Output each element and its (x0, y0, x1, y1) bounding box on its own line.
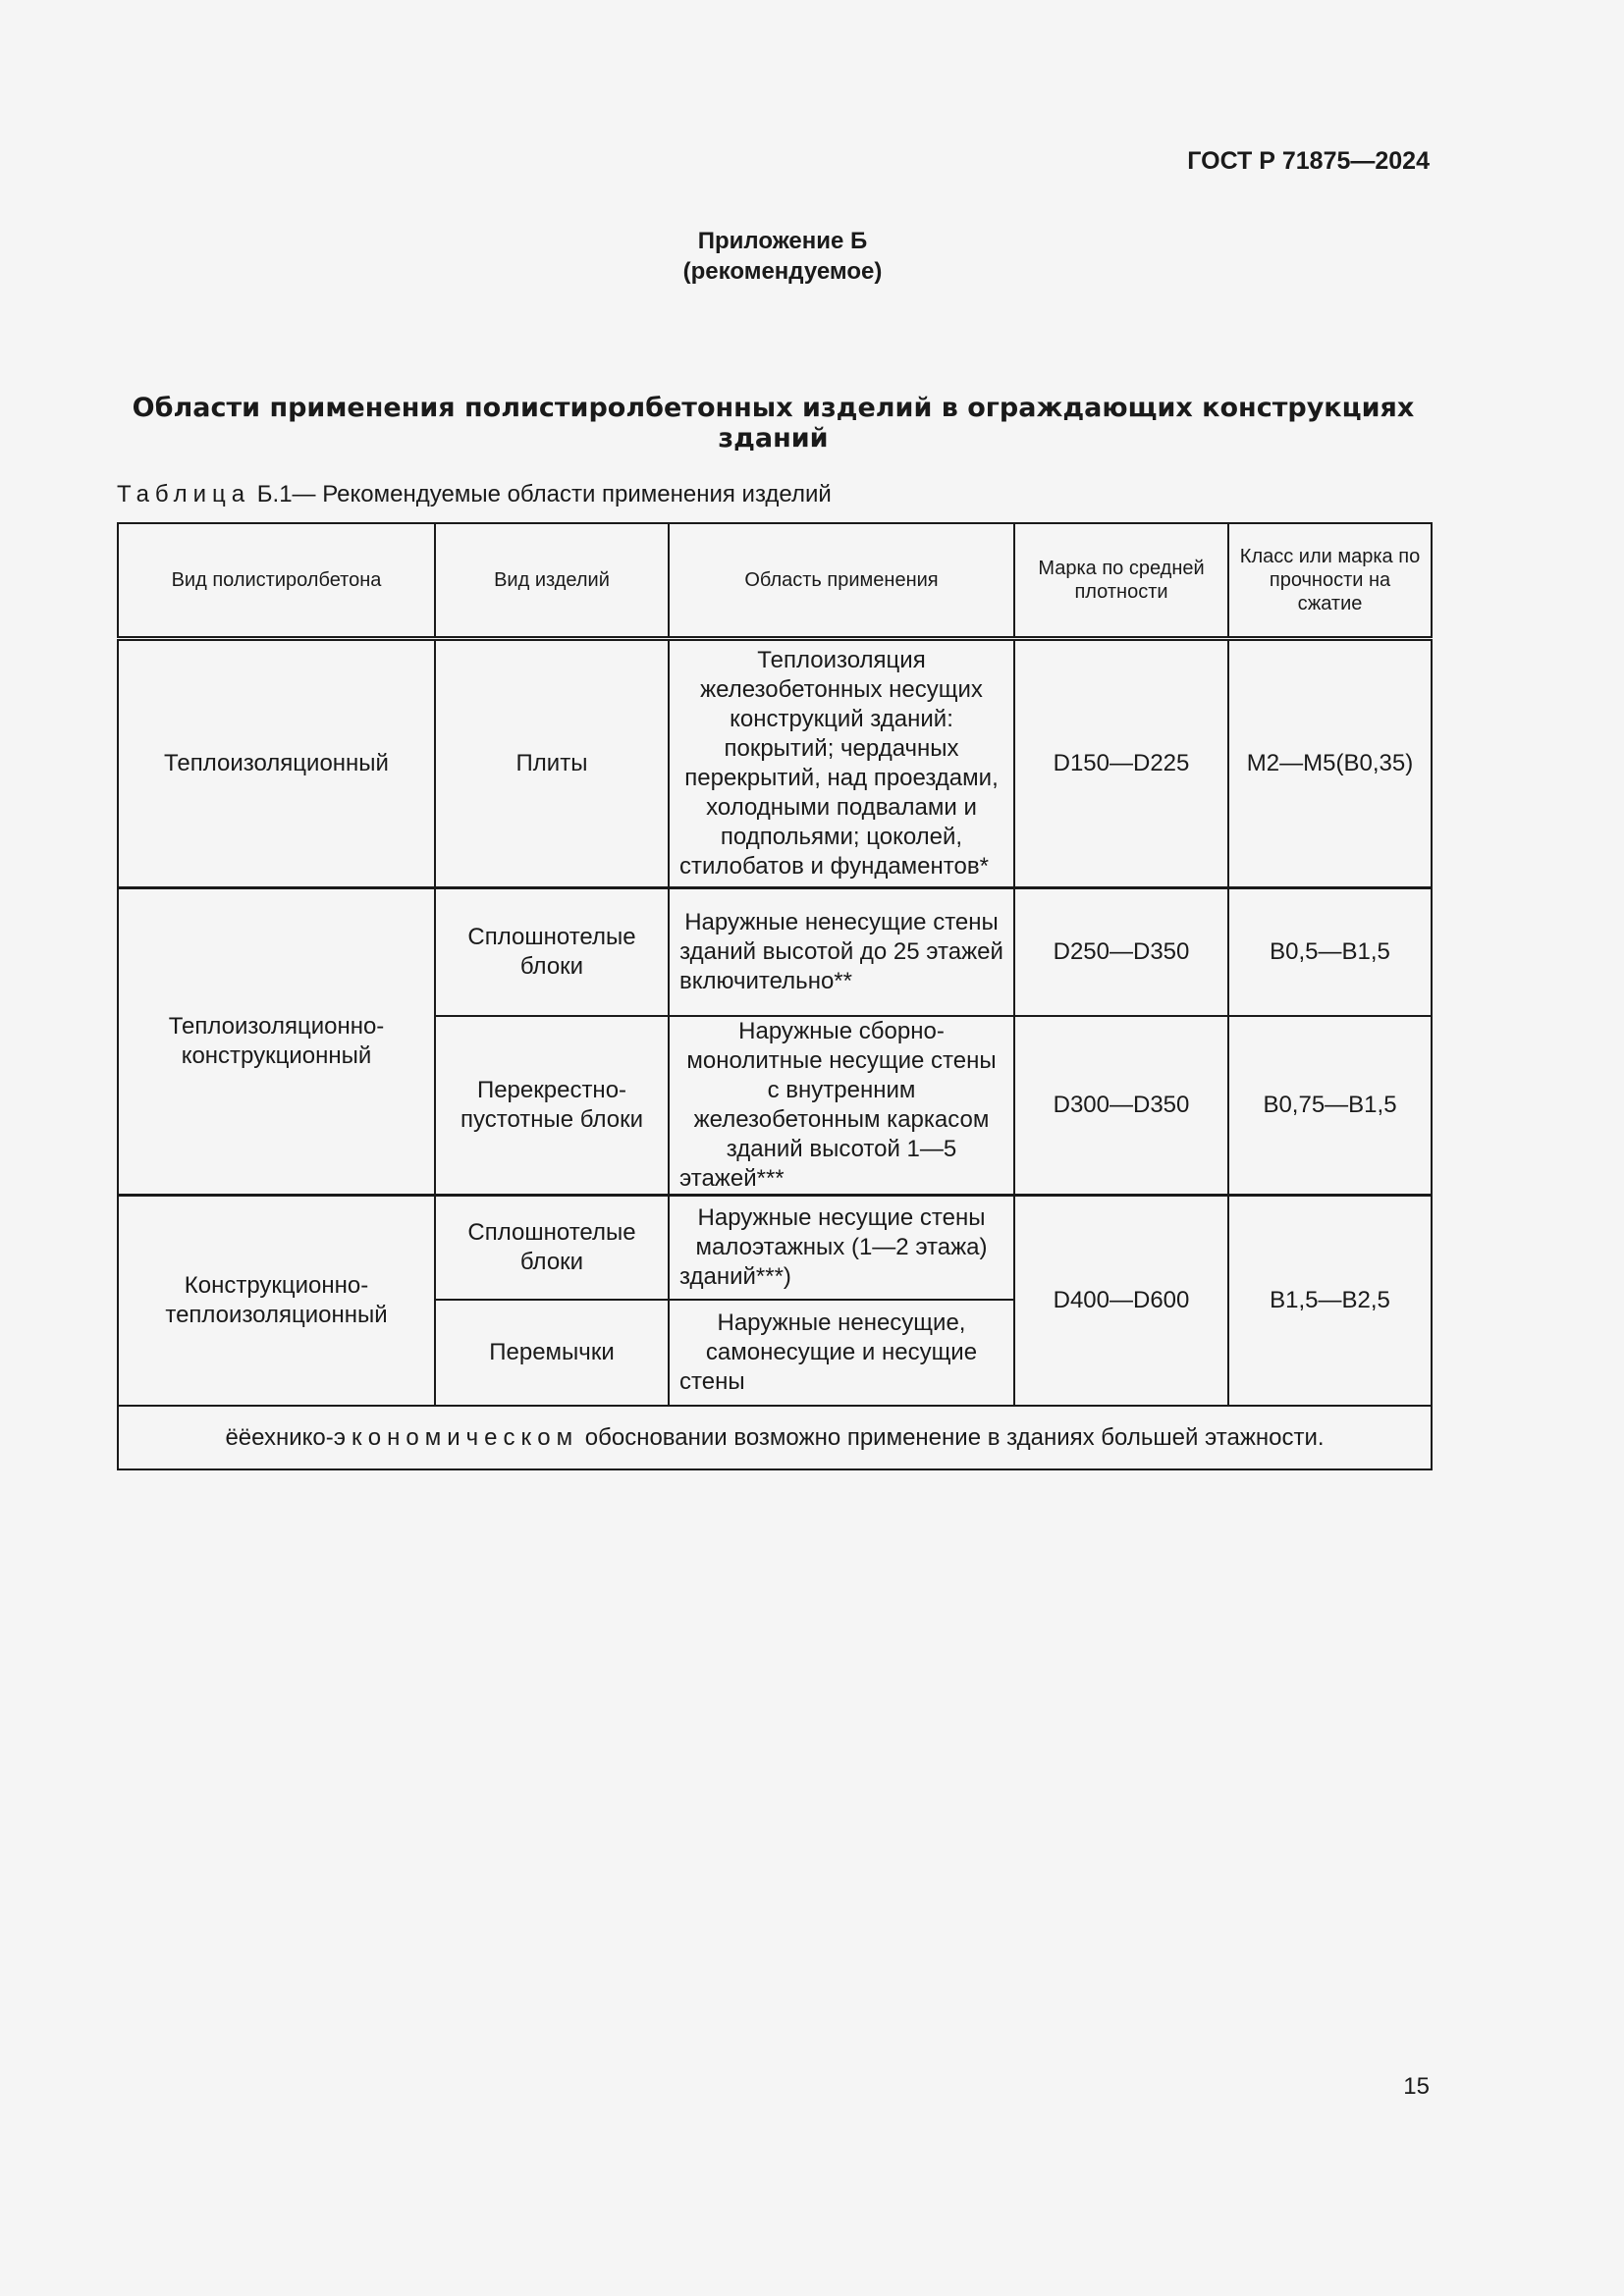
table-row (118, 1196, 1432, 1301)
cell-product-type: Сплошнотелые блоки (435, 1196, 669, 1301)
header-scope: Область применения (669, 523, 1014, 639)
table-caption (117, 481, 832, 508)
table-caption-label: Таблица (117, 481, 251, 507)
cell-scope: Наружные несущие стены малоэтажных (1—2 этажа) зданий***) (669, 1196, 1014, 1301)
cell-product-type: Перекрестно-пустотные блоки (435, 1016, 669, 1196)
appendix-title: Приложение Б (697, 228, 868, 254)
table-note (118, 1406, 1432, 1469)
table-header-row (118, 523, 1432, 639)
cell-scope: Наружные сборно-монолитные несущие стены с внутренним железобетонным каркасом зданий высотой 1—5 этажей*** (669, 1016, 1014, 1196)
cell-concrete-type: Конструкционно-теплоизоляционный (118, 1196, 435, 1407)
cell-concrete-type: Теплоизоляционно-конструкционный (118, 888, 435, 1196)
header-product-type: Вид изделий (435, 523, 669, 639)
cell-strength: B0,75—B1,5 (1228, 1016, 1432, 1196)
cell-density: D300—D350 (1014, 1016, 1228, 1196)
page-number: 15 (1403, 2073, 1430, 2100)
cell-density: D250—D350 (1014, 888, 1228, 1017)
cell-strength: M2—M5(B0,35) (1228, 639, 1432, 888)
header-density: Марка по средней плотности (1014, 523, 1228, 639)
table-note-row (118, 1406, 1432, 1469)
cell-scope: Теплоизоляция железобетонных несущих конструкций зданий: покрытий; чердачных перекрытий, над проездами, холодными подвалами и подпольями; цоколей, стилобатов и фундаментов* (669, 639, 1014, 888)
cell-product-type: Плиты (435, 639, 669, 888)
cell-scope: Наружные ненесущие, самонесущие и несущие стены (669, 1300, 1014, 1406)
section-heading-part1: Области применения полистиролбетонных изделий (132, 393, 933, 423)
cell-density: D400—D600 (1014, 1196, 1228, 1407)
cell-product-type: Сплошнотелые блоки (435, 888, 669, 1017)
table-caption-text: Б.1— Рекомендуемые области применения изделий (250, 481, 832, 507)
section-heading (117, 393, 1430, 454)
table-row (118, 888, 1432, 1017)
cell-strength: B0,5—B1,5 (1228, 888, 1432, 1017)
section-heading-part2: в ограждающих конструкциях зданий (718, 393, 1415, 454)
cell-strength: B1,5—B2,5 (1228, 1196, 1432, 1407)
header-strength: Класс или марка по прочности на сжатие (1228, 523, 1432, 639)
table-note-part2: экономическом (333, 1423, 579, 1451)
appendix-status: (рекомендуемое) (682, 258, 883, 285)
cell-density: D150—D225 (1014, 639, 1228, 888)
cell-concrete-type: Теплоизоляционный (118, 639, 435, 888)
applications-table (117, 522, 1433, 1470)
cell-scope: Наружные ненесущие стены зданий высотой до 25 этажей включительно** (669, 888, 1014, 1017)
table-note-part3: обосновании возможно применение в зданиях большей этажности. (578, 1423, 1325, 1451)
header-concrete-type: Вид полистиролбетона (118, 523, 435, 639)
appendix-heading (0, 226, 1565, 287)
table-note-part1: ёёехнико- (225, 1423, 334, 1451)
document-number: ГОСТ Р 71875—2024 (1187, 147, 1430, 175)
cell-product-type: Перемычки (435, 1300, 669, 1406)
table-row (118, 639, 1432, 888)
